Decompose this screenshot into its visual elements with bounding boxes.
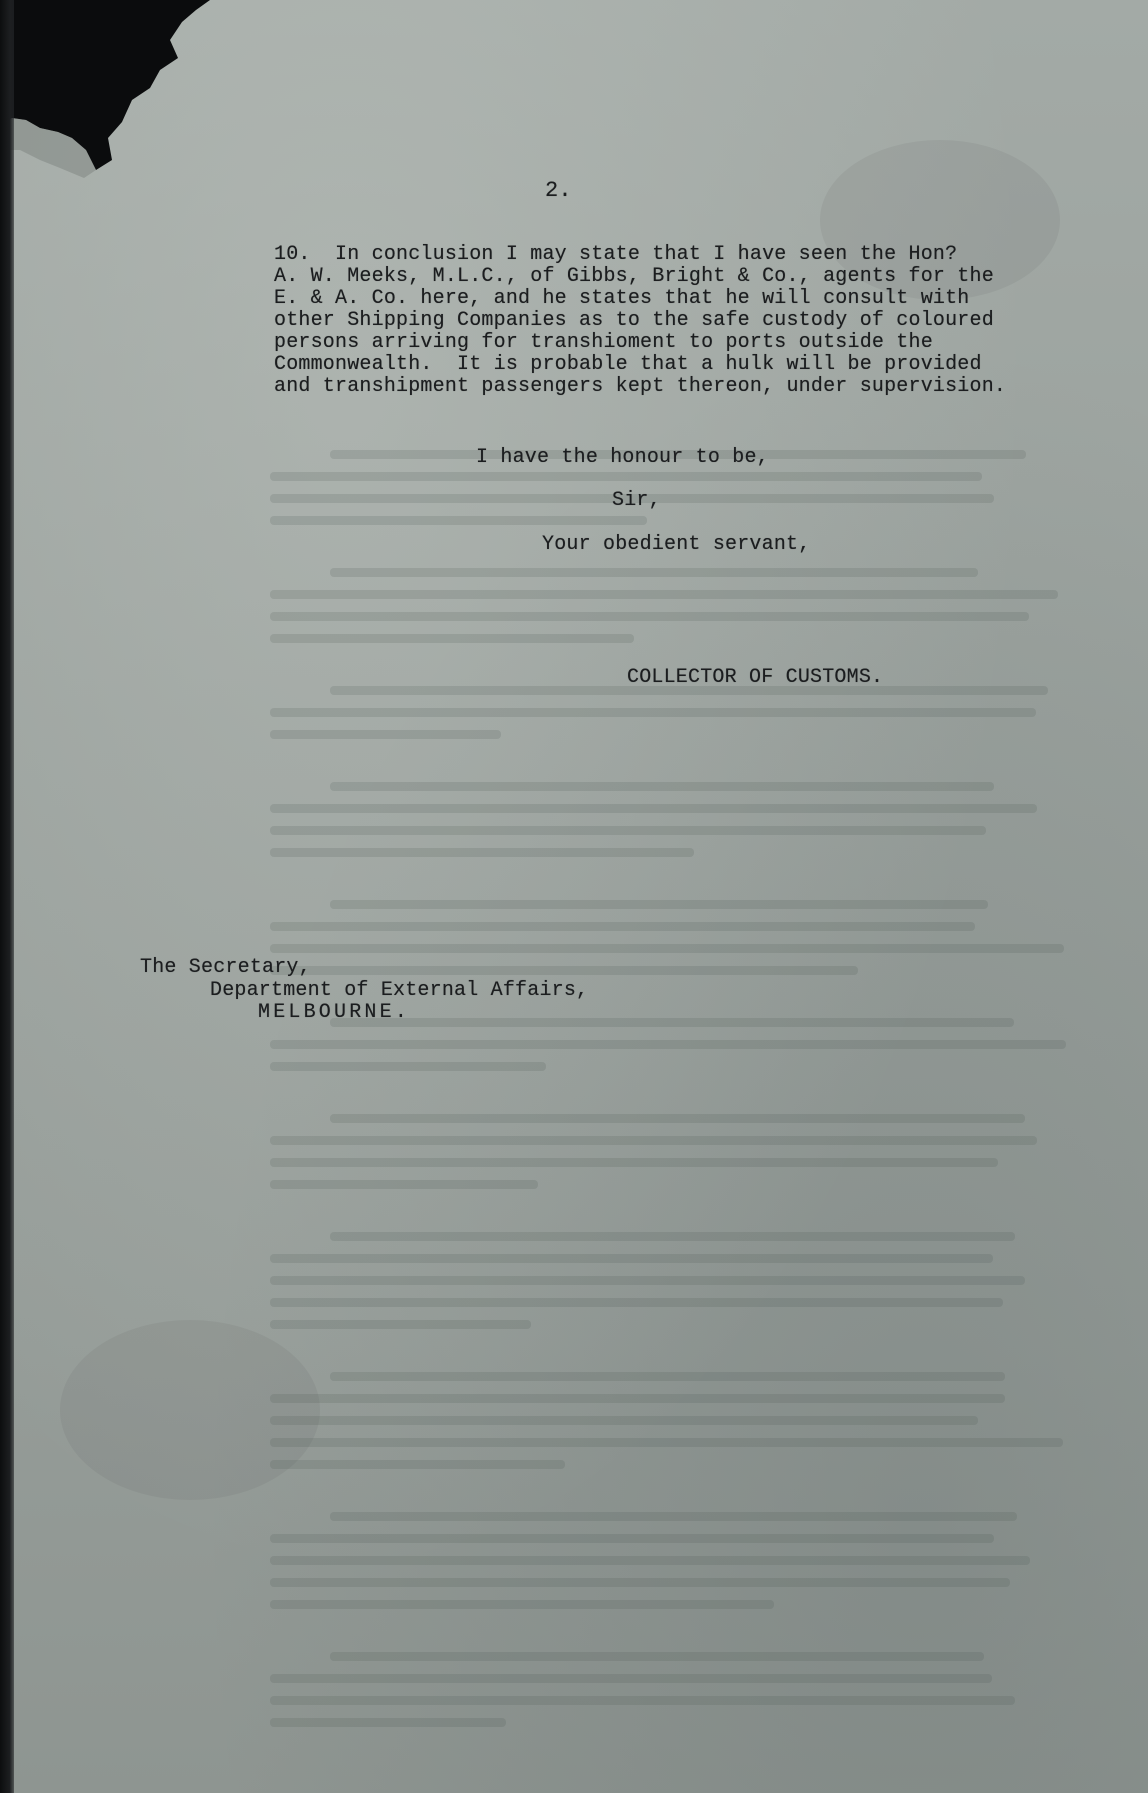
- paragraph-line: E. & A. Co. here, and he states that he will consult with: [274, 287, 970, 310]
- paragraph-line: persons arriving for transhioment to ports outside the: [274, 331, 933, 354]
- addressee-city: MELBOURNE.: [258, 1001, 411, 1024]
- bleed-line: [270, 826, 986, 835]
- closing-line-salutation: Sir,: [612, 489, 661, 512]
- bleed-line: [270, 966, 858, 975]
- bleed-line: [270, 612, 1029, 621]
- bleed-line: [330, 900, 988, 909]
- bleed-line: [330, 1512, 1017, 1521]
- paragraph-line: other Shipping Companies as to the safe custody of coloured: [274, 309, 994, 332]
- bleed-line: [270, 1416, 978, 1425]
- paragraph-line: A. W. Meeks, M.L.C., of Gibbs, Bright & Co., agents for the: [274, 265, 994, 288]
- bleed-line: [270, 1158, 998, 1167]
- bleed-line: [270, 1276, 1025, 1285]
- bleed-line: [270, 1180, 538, 1189]
- bleed-line: [270, 1136, 1037, 1145]
- bleed-line: [270, 804, 1037, 813]
- bleed-line: [270, 590, 1058, 599]
- paragraph-line: 10. In conclusion I may state that I have seen the Hon?: [274, 243, 958, 266]
- addressee-department: Department of External Affairs,: [210, 979, 589, 1002]
- bleed-line: [270, 634, 634, 643]
- closing-line-servant: Your obedient servant,: [542, 533, 811, 556]
- conclusion-paragraph: [274, 244, 1006, 398]
- torn-corner: [0, 0, 230, 200]
- bleed-line: [270, 1254, 993, 1263]
- bleed-line: [270, 1674, 992, 1683]
- addressee-name: The Secretary,: [140, 956, 311, 979]
- bleed-line: [270, 1320, 531, 1329]
- bleed-line: [270, 848, 694, 857]
- bleed-line: [270, 730, 501, 739]
- bleed-line: [330, 782, 994, 791]
- bleed-line: [270, 1298, 1003, 1307]
- bleed-line: [330, 1372, 1005, 1381]
- bleed-line: [270, 708, 1036, 717]
- bleed-line: [330, 1232, 1015, 1241]
- reverse-side-bleed-through: [270, 450, 1100, 1710]
- closing-line-honour: I have the honour to be,: [476, 446, 769, 469]
- paragraph-line: and transhipment passengers kept thereon, under supervision.: [274, 375, 1007, 398]
- bleed-line: [270, 1600, 774, 1609]
- bleed-line: [270, 922, 975, 931]
- paragraph-line: Commonwealth. It is probable that a hulk will be provided: [274, 353, 982, 376]
- bleed-line: [270, 1438, 1063, 1447]
- bleed-line: [330, 1018, 1014, 1027]
- bleed-line: [270, 472, 982, 481]
- binding-edge: [0, 0, 14, 1793]
- page-number: 2.: [545, 178, 572, 203]
- bleed-line: [330, 1652, 984, 1661]
- bleed-line: [270, 944, 1064, 953]
- bleed-line: [270, 1556, 1030, 1565]
- bleed-line: [270, 516, 647, 525]
- bleed-line: [330, 568, 978, 577]
- bleed-line: [270, 1718, 506, 1727]
- bleed-line: [270, 1394, 1005, 1403]
- signature-title: COLLECTOR OF CUSTOMS.: [627, 666, 884, 689]
- bleed-line: [270, 1062, 546, 1071]
- bleed-line: [270, 1578, 1010, 1587]
- bleed-line: [330, 1114, 1025, 1123]
- bleed-line: [270, 1040, 1066, 1049]
- bleed-line: [270, 1460, 565, 1469]
- bleed-line: [270, 1534, 994, 1543]
- bleed-line: [270, 1696, 1015, 1705]
